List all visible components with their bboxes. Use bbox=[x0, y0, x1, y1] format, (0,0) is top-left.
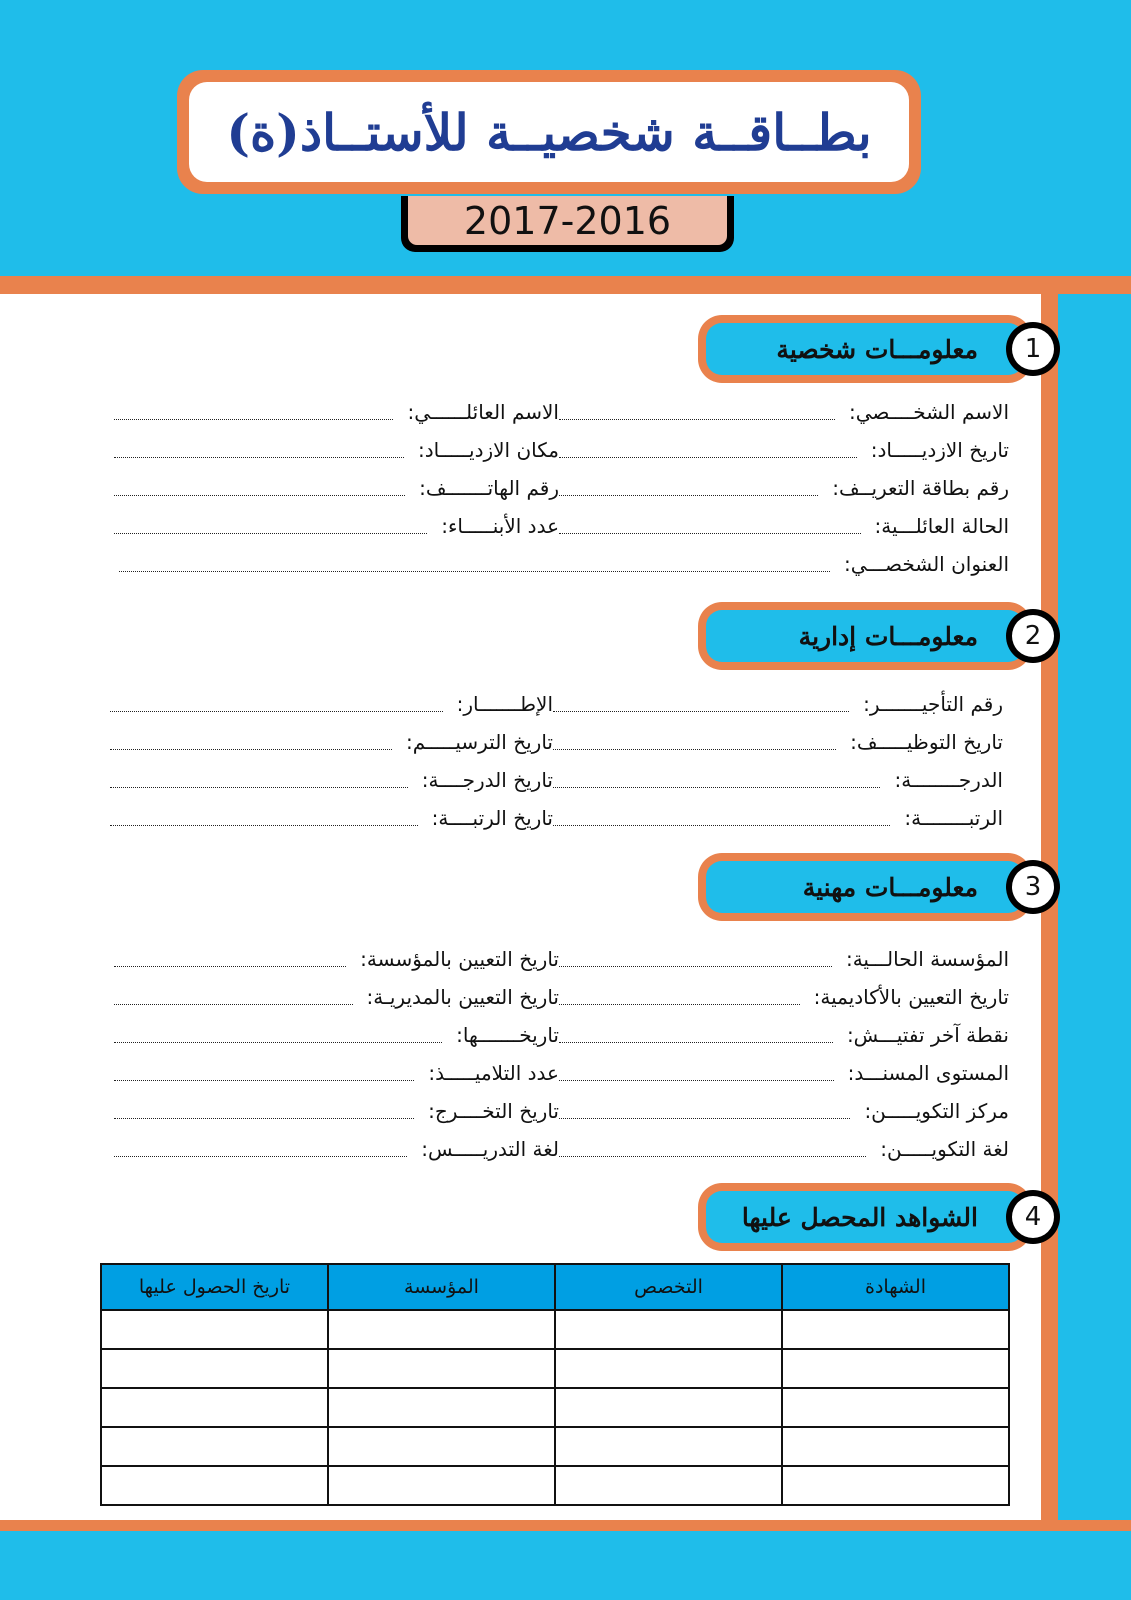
field-grade-date[interactable]: تاريخ الدرجــــة: bbox=[110, 764, 553, 796]
table-cell[interactable] bbox=[101, 1349, 328, 1388]
fill-line bbox=[114, 952, 346, 967]
section-number-badge: 2 bbox=[1006, 609, 1060, 663]
table-cell[interactable] bbox=[101, 1310, 328, 1349]
fill-line bbox=[559, 990, 800, 1005]
section-number-badge: 4 bbox=[1006, 1190, 1060, 1244]
field-teaching-language[interactable]: لغة التدريـــــس: bbox=[114, 1133, 559, 1165]
fill-line bbox=[553, 811, 890, 826]
column-header-certificate: الشهادة bbox=[782, 1264, 1009, 1310]
table-row bbox=[101, 1466, 1009, 1505]
fill-line bbox=[114, 990, 353, 1005]
table-row bbox=[101, 1427, 1009, 1466]
table-cell[interactable] bbox=[555, 1466, 782, 1505]
field-birth-place[interactable]: مكان الازديـــــاد: bbox=[114, 434, 559, 466]
table-row bbox=[101, 1349, 1009, 1388]
field-assigned-level[interactable]: المستوى المسنـــد: bbox=[559, 1057, 1009, 1089]
fill-line bbox=[114, 1066, 414, 1081]
table-cell[interactable] bbox=[555, 1427, 782, 1466]
table-cell[interactable] bbox=[782, 1466, 1009, 1505]
fill-line bbox=[559, 1028, 833, 1043]
title-banner bbox=[177, 70, 921, 194]
fill-line bbox=[119, 557, 830, 572]
field-tenure-date[interactable]: تاريخ الترسيـــــم: bbox=[110, 726, 553, 758]
table-cell[interactable] bbox=[782, 1349, 1009, 1388]
section-title: معلومـــات مهنية bbox=[802, 872, 978, 902]
section-pill bbox=[698, 853, 1032, 921]
school-year: 2017-2016 bbox=[408, 196, 727, 245]
section-header-professional bbox=[690, 853, 1060, 921]
footer-background bbox=[0, 1531, 1131, 1600]
table-cell[interactable] bbox=[328, 1388, 555, 1427]
fill-line bbox=[553, 735, 836, 750]
side-strip bbox=[1058, 294, 1131, 1520]
certificates-table bbox=[100, 1263, 1010, 1506]
table-cell[interactable] bbox=[101, 1427, 328, 1466]
table-row bbox=[101, 1310, 1009, 1349]
section-number-badge: 3 bbox=[1006, 860, 1060, 914]
field-training-center[interactable]: مركز التكويـــــن: bbox=[559, 1095, 1009, 1127]
fill-line bbox=[114, 1028, 442, 1043]
section-number-badge: 1 bbox=[1006, 322, 1060, 376]
field-training-language[interactable]: لغة التكويـــــن: bbox=[559, 1133, 1009, 1165]
table-cell[interactable] bbox=[328, 1466, 555, 1505]
table-header-row bbox=[101, 1264, 1009, 1310]
field-marital-status[interactable]: الحالة العائلـــية: bbox=[559, 510, 1009, 542]
field-academy-assignment-date[interactable]: تاريخ التعيين بالأكاديمية: bbox=[559, 981, 1009, 1013]
fill-line bbox=[559, 1104, 850, 1119]
table-cell[interactable] bbox=[782, 1310, 1009, 1349]
title-banner-inner bbox=[189, 82, 909, 182]
fill-line bbox=[553, 773, 880, 788]
table-cell[interactable] bbox=[328, 1349, 555, 1388]
fill-line bbox=[114, 1104, 414, 1119]
fill-line bbox=[110, 811, 418, 826]
field-framework[interactable]: الإطـــــــار: bbox=[110, 688, 553, 720]
section-pill bbox=[698, 315, 1032, 383]
section-header-administrative bbox=[690, 602, 1060, 670]
table-cell[interactable] bbox=[555, 1349, 782, 1388]
fill-line bbox=[553, 697, 849, 712]
section-title: معلومـــات شخصية bbox=[776, 334, 978, 364]
fill-line bbox=[559, 519, 861, 534]
field-address[interactable]: العنوان الشخصـــي: bbox=[119, 548, 1009, 580]
field-hiring-date[interactable]: تاريخ التوظيـــــف: bbox=[553, 726, 1003, 758]
table-row bbox=[101, 1388, 1009, 1427]
field-first-name[interactable]: الاسم الشخــــصي: bbox=[559, 396, 1009, 428]
column-header-specialty: التخصص bbox=[555, 1264, 782, 1310]
table-cell[interactable] bbox=[328, 1427, 555, 1466]
footer-divider bbox=[0, 1520, 1131, 1531]
field-inspection-date[interactable]: تاريخـــــــها: bbox=[114, 1019, 559, 1051]
field-rank[interactable]: الرتبــــــــة: bbox=[553, 802, 1003, 834]
header-divider bbox=[0, 276, 1131, 294]
section-header-certificates bbox=[690, 1183, 1060, 1251]
table-cell[interactable] bbox=[782, 1427, 1009, 1466]
fill-line bbox=[559, 443, 857, 458]
column-header-date-obtained: تاريخ الحصول عليها bbox=[101, 1264, 328, 1310]
table-cell[interactable] bbox=[555, 1310, 782, 1349]
fill-line bbox=[110, 735, 392, 750]
field-grade[interactable]: الدرجــــــــة: bbox=[553, 764, 1003, 796]
field-phone-number[interactable]: رقم الهاتـــــــف: bbox=[114, 472, 559, 504]
section-pill bbox=[698, 1183, 1032, 1251]
fill-line bbox=[114, 481, 405, 496]
fill-line bbox=[114, 519, 427, 534]
field-id-card-number[interactable]: رقم بطاقة التعريــف: bbox=[559, 472, 1009, 504]
field-payroll-number[interactable]: رقم التأجيـــــــر: bbox=[553, 688, 1003, 720]
field-last-name[interactable]: الاسم العائلــــــي: bbox=[114, 396, 559, 428]
field-student-count[interactable]: عدد التلاميـــــذ: bbox=[114, 1057, 559, 1089]
page-title: بطــاقــة شخصيــة للأستــاذ(ة) bbox=[226, 102, 872, 162]
table-cell[interactable] bbox=[101, 1466, 328, 1505]
table-cell[interactable] bbox=[555, 1388, 782, 1427]
table-cell[interactable] bbox=[782, 1388, 1009, 1427]
fill-line bbox=[114, 1142, 407, 1157]
fill-line bbox=[559, 405, 835, 420]
field-last-inspection-score[interactable]: نقطة آخر تفتيـــش: bbox=[559, 1019, 1009, 1051]
fill-line bbox=[559, 481, 818, 496]
fill-line bbox=[559, 952, 832, 967]
fill-line bbox=[114, 443, 404, 458]
fill-line bbox=[559, 1066, 834, 1081]
field-graduation-date[interactable]: تاريخ التخــــرج: bbox=[114, 1095, 559, 1127]
table-cell[interactable] bbox=[101, 1388, 328, 1427]
section-header-personal bbox=[690, 315, 1060, 383]
table-cell[interactable] bbox=[328, 1310, 555, 1349]
field-current-institution[interactable]: المؤسسة الحالـــية: bbox=[559, 943, 1009, 975]
column-header-institution: المؤسسة bbox=[328, 1264, 555, 1310]
field-birth-date[interactable]: تاريخ الازديـــــاد: bbox=[559, 434, 1009, 466]
section-title: معلومـــات إدارية bbox=[798, 621, 978, 651]
fill-line bbox=[559, 1142, 866, 1157]
field-rank-date[interactable]: تاريخ الرتبــــة: bbox=[110, 802, 553, 834]
section-title: الشواهد المحصل عليها bbox=[741, 1202, 978, 1232]
fill-line bbox=[114, 405, 393, 420]
field-directorate-assignment-date[interactable]: تاريخ التعيين بالمديريـة: bbox=[114, 981, 559, 1013]
section-pill bbox=[698, 602, 1032, 670]
field-children-count[interactable]: عدد الأبنـــــاء: bbox=[114, 510, 559, 542]
fill-line bbox=[110, 697, 443, 712]
field-institution-assignment-date[interactable]: تاريخ التعيين بالمؤسسة: bbox=[114, 943, 559, 975]
fill-line bbox=[110, 773, 408, 788]
school-year-tab bbox=[401, 196, 734, 252]
